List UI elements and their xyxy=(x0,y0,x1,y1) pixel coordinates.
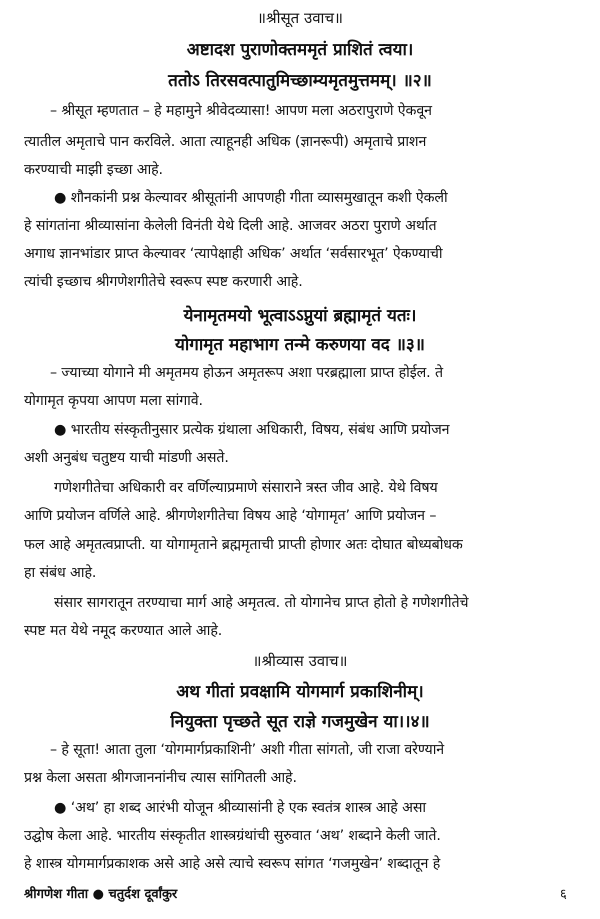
paragraph-line: फल आहे अमृतत्वप्राप्ती. या योगामृताने ब्रह्ममृताची प्राप्ती होणार अतः दोघात बोध्यबोधक xyxy=(24,537,463,553)
paragraph-line: योगामृत कृपया आपण मला सांगावे. xyxy=(24,393,203,409)
paragraph-line: ● शौनकांनी प्रश्न केल्यावर श्रीसूतांनी आपणही गीता व्यासमुखातून कशी ऐकली xyxy=(54,190,448,206)
paragraph-line: ● ‘अथ’ हा शब्द आरंभी योजून श्रीव्यासांनी हे एक स्वतंत्र शास्त्र आहे असा xyxy=(54,800,426,816)
paragraph-line: त्यातील अमृताचे पान करविले. आता त्याहूनही अधिक (ज्ञानरूपी) अमृताचे प्राशन xyxy=(24,134,427,150)
paragraph-line: अशी अनुबंध चतुष्टय याची मांडणी असते. xyxy=(24,450,229,466)
verse-line: नियुक्ता पृच्छते सूत राज्ञे गजमुखेन या।।४॥ xyxy=(170,712,430,732)
verse-line: अथ गीतां प्रवक्षामि योगमार्ग प्रकाशिनीम्। xyxy=(176,682,424,702)
speaker-heading-vyasa: ॥श्रीव्यास उवाच॥ xyxy=(252,652,348,670)
paragraph-line: प्रश्न केला असता श्रीगजाननांनीच त्यास सांगितली आहे. xyxy=(24,770,297,786)
paragraph-line: – ज्याच्या योगाने मी अमृतमय होऊन अमृतरूप अशा परब्रह्माला प्राप्त होईल. ते xyxy=(50,365,443,381)
verse-line: ततोऽ तिरसवत्पातुमिच्छाम्यमृतमुत्तमम्। ॥२॥ xyxy=(168,71,432,91)
paragraph-line: – हे सूता! आता तुला ‘योगमार्गप्रकाशिनी’ अशी गीता सांगतो, जी राजा वरेण्याने xyxy=(50,742,445,758)
paragraph-line: आणि प्रयोजन वर्णिले आहे. श्रीगणेशगीतेचा विषय आहे ‘योगामृत’ आणि प्रयोजन – xyxy=(24,508,437,524)
paragraph-line: हे शास्त्र योगमार्गप्रकाशक असे आहे असे त्याचे स्वरूप सांगत ‘गजमुखेन’ शब्दातून हे xyxy=(24,856,441,872)
page-number: ६ xyxy=(560,887,567,902)
speaker-heading-suta: ॥श्रीसूत उवाच॥ xyxy=(257,9,343,27)
footer-book-title: श्रीगणेश गीता ● चतुर्दश दूर्वांकुर xyxy=(24,887,178,902)
verse-line: अष्टादश पुराणोक्तममृतं प्राशितं त्वया। xyxy=(186,40,414,60)
paragraph-line: स्पष्ट मत येथे नमूद करण्यात आले आहे. xyxy=(24,623,223,639)
paragraph-line: उद्घोष केला आहे. भारतीय संस्कृतीत शास्त्रग्रंथांची सुरुवात ‘अथ’ शब्दाने केली जाते. xyxy=(24,828,441,844)
paragraph-line: हे सांगतांना श्रीव्यासांना केलेली विनंती येथे दिली आहे. आजवर अठरा पुराणे अर्थात xyxy=(24,218,437,234)
paragraph-line: अगाध ज्ञानभांडार प्राप्त केल्यावर ‘त्यापेक्षाही अधिक’ अर्थात ‘सर्वसारभूत’ ऐकण्याची xyxy=(24,246,443,262)
paragraph-line: संसार सागरातून तरण्याचा मार्ग आहे अमृतत्व. तो योगानेच प्राप्त होतो हे गणेशगीतेचे xyxy=(54,595,469,611)
verse-line: येनामृतमयो भूत्वाऽऽप्नुयां ब्रह्मामृतं यतः। xyxy=(183,306,417,326)
paragraph-line: – श्रीसूत म्हणतात – हे महामुने श्रीवेदव्यासा! आपण मला अठरापुराणे ऐकवून xyxy=(50,103,432,119)
paragraph-line: ● भारतीय संस्कृतीनुसार प्रत्येक ग्रंथाला अधिकारी, विषय, संबंध आणि प्रयोजन xyxy=(54,422,450,438)
paragraph-line: करण्याची माझी इच्छा आहे. xyxy=(24,162,163,178)
paragraph-line: त्यांची इच्छाच श्रीगणेशगीतेचे स्वरूप स्पष्ट करणारी आहे. xyxy=(24,274,303,290)
verse-line: योगामृत महाभाग तन्मे करुणया वद ॥३॥ xyxy=(175,335,425,355)
paragraph-line: हा संबंध आहे. xyxy=(24,565,97,581)
paragraph-line: गणेशगीतेचा अधिकारी वर वर्णिल्याप्रमाणे संसाराने त्रस्त जीव आहे. येथे विषय xyxy=(54,480,438,496)
